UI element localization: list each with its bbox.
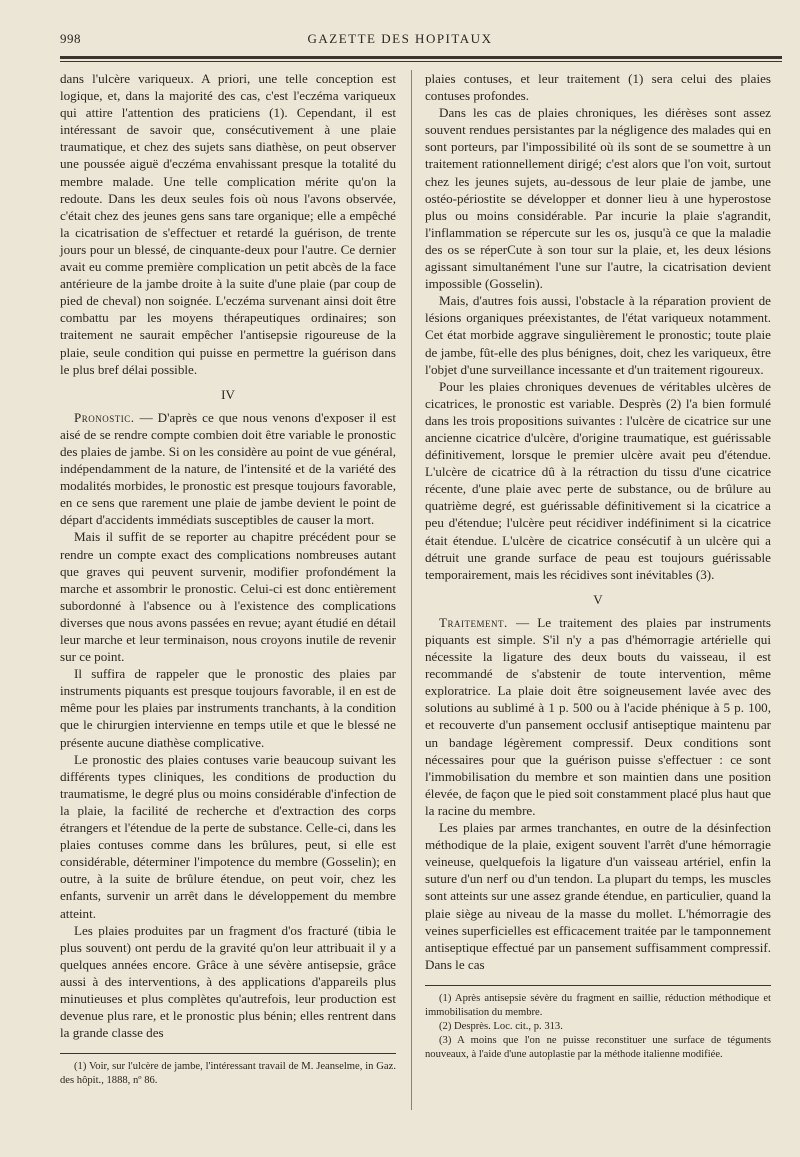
running-title: GAZETTE DES HOPITAUX <box>307 31 493 46</box>
paragraph-pronostic <box>60 409 396 529</box>
column-divider <box>411 70 412 1110</box>
header-rule <box>60 56 782 59</box>
header-rule-thin <box>60 61 782 62</box>
paragraph: plaies contuses, et leur traitement (1) sera celui des plaies contuses profondes. <box>425 71 771 104</box>
right-column <box>425 70 771 1062</box>
footnote: (1) Après antisepsie sévère du fragment en saillie, réduction méthodique et immobilisation du membre. <box>425 992 771 1018</box>
page-number: 998 <box>60 31 81 46</box>
run-in-heading: Pronostic. <box>74 409 135 425</box>
paragraph: Le pronostic des plaies contuses varie beaucoup suivant les différents types cliniques, les conditions de production du traumatisme, le degré plus ou moins considérable d'infection de la plaie, la facilité de recherche et d'extraction des corps étrangers et l'étendue de la perte de substance. Celle-ci, dans les plaies contuses comme dans les brûlures, peut, si elle est considérable, déterminer l'impotence du membre (Gosselin); en outre, à la suite de brûlure étendue, on peut voir, chez les enfants, survenir un arrêt dans le développement du membre atteint. <box>60 751 396 921</box>
paragraph: Pour les plaies chroniques devenues de véritables ulcères de cicatrices, le pronostic est variable. Desprès (2) l'a bien formulé dans les trois propositions suivantes : l'ulcère de cicatrice sur une ancienne cicatrice d'ulcère, d'origine traumatique, est guérissable définitivement, lorsque le premier ulcère avait peu d'étendue. L'ulcère de cicatrice dû à la rétraction du tissu d'une cicatrice récente, d'une plaie avec perte de substance, ou de brûlure au quatrième degré, est guérissable définitivement si la cicatrice a peu d'étendue; l'ulcère peut récidiver indéfiniment si la cicatrice était étendue. L'ulcère de cicatrice consécutif à un ulcère qui a détruit une grande surface de peau est toujours guérissable temporairement, mais les récidives sont inévitables (3). <box>425 378 771 582</box>
paragraph: Mais il suffit de se reporter au chapitre précédent pour se rendre un compte exact des complications nombreuses autant que graves qui peuvent survenir, modifier profondément la marche et assombrir le pronostic. Celui-ci est donc entièrement subordonné à l'absence ou à l'existence des complications diverses que nous avons passées en revue; ayant étudié en détail leur marche et leur terminaison, nous croyons inutile de revenir sur ce point. <box>60 529 396 665</box>
paragraph: Il suffira de rappeler que le pronostic des plaies par instruments piquants est presque toujours favorable, il en est de même pour les plaies par instruments tranchants, à la condition que le chirurgien intervienne en temps utile et que le blessé ne présente aucune diathèse complicative. <box>60 666 396 750</box>
paragraph-text: — Le traitement des plaies par instruments piquants est simple. S'il n'y a pas d'hémorragie artérielle qui nécessite la ligature des deux bouts du vaisseau, il est recommandé de s'abstenir de toute intervention, même exploratrice. La plaie doit être soigneusement lavée avec des solutions au sublimé à 1 p. 500 ou à l'acide phénique à 5 p. 100, et recouverte d'un pansement occlusif antiseptique maintenu par un bandage légèrement compressif. Deux conditions sont nécessaires pour que la guérison puisse s'effectuer : ce sont l'immobilisation du membre et son maintien dans une position élevée, de façon que le pied soit constamment placé plus haut que la racine du membre. <box>425 614 771 818</box>
paragraph: Les plaies par armes tranchantes, en outre de la désinfection méthodique de la plaie, exigent souvent l'arrêt d'une hémorragie veineuse, quelquefois la ligature d'un vaisseau artériel, enfin la suture d'un nerf ou d'un tendon. La plupart du temps, les muscles sont atteints sur une assez grande étendue, en particulier, quand la plaie siège au niveau de la masse du mollet. L'hémorragie des veines superficielles est efficacement traitée par le tamponnement antiseptique effectué par un pansement suffisamment compressif. Dans le cas <box>425 820 771 972</box>
paragraph: Mais, d'autres fois aussi, l'obstacle à la réparation provient de lésions organiques préexistantes, de l'état variqueux notamment. Cet état morbide aggrave singulièrement le pronostic; toute plaie de jambe, fût-elle des plus bénignes, doit, chez les variqueux, être l'objet d'une surveillance incessante et d'un traitement rigoureux. <box>425 293 771 377</box>
footnote: (3) A moins que l'on ne puisse reconstituer une surface de téguments nouveaux, à l'aide d'une autoplastie par la méthode italienne modifiée. <box>425 1034 771 1060</box>
left-column <box>60 70 396 1088</box>
footnote: (1) Voir, sur l'ulcère de jambe, l'intéressant travail de M. Jeanselme, in Gaz. des hôpit., 1888, nº 86. <box>60 1061 396 1087</box>
paragraph-traitement <box>425 614 771 819</box>
run-in-heading: Traitement. <box>439 614 508 630</box>
footnote-rule <box>425 985 771 986</box>
footnote: (2) Desprès. Loc. cit., p. 313. <box>439 1020 563 1032</box>
footnote-rule <box>60 1053 396 1054</box>
section-heading-iv: IV <box>221 386 235 402</box>
paragraph-text: — D'après ce que nous venons d'exposer il est aisé de se rendre compte combien doit être variable le pronostic des plaies de jambe. Si on les considère au point de vue général, indépendamment de la nature, de l'intensité et de la variété des modalités morbides, le pronostic est presque toujours favorable, en ce sens que rarement une plaie de jambe devient le point de départ d'accidents immédiats susceptibles de causer la mort. <box>60 409 396 528</box>
paragraph: Dans les cas de plaies chroniques, les diérèses sont assez souvent rendues persistantes par la négligence des malades qui en sont porteurs, par l'impossibilité où ils sont de se soumettre à un traitement rationnellement dirigé; c'est alors que l'on voit, surtout chez les jeunes sujets, au-dessous de leur plaie de jambe, une ostéo-périostite se développer et donner lieu à une hyperostose plus ou moins considérable. Par incurie la plaie s'agrandit, l'inflammation se répercute sur les os, jusqu'à ce que la maladie des os se réperCute à son tour sur la plaie, et, les deux lésions agissant simultanément l'une sur l'autre, la cicatrisation devient impossible (Gosselin). <box>425 105 771 292</box>
paragraph: dans l'ulcère variqueux. A priori, une telle conception est logique, et, dans la majorité des cas, c'est l'eczéma variqueux qui attire l'attention des praticiens (1). Cependant, il est intéressant de savoir que, consécutivement à une plaie traumatique, et chez des sujets sans diathèse, on peut observer une poussée aiguë d'eczéma envahissant presque la totalité du membre malade. Une telle complication mérite qu'on la redoute. Dans les deux seules fois où nous l'avons observée, c'était chez des jeunes gens sans tare organique; elle a empêché la cicatrisation de s'effectuer et retardé la guérison, de trente jours pour un blessé, de cinquante-deux pour l'autre. Ce dernier avait eu comme première complication un petit abcès de la face antérieure de la jambe droite à la suite d'une plaie (par coup de pied de cheval) non soignée. L'eczéma survenant ainsi doit être combattu par les moyens thérapeutiques ordinaires; son traitement ne saurait empêcher l'antisepsie rigoureuse de la plaie, seule condition qui puisse en permettre la guérison dans le plus bref délai possible. <box>60 71 396 377</box>
paragraph: Les plaies produites par un fragment d'os fracturé (tibia le plus souvent) ont perdu de la gravité qu'on leur attribuait il y a quelques années encore. Grâce à une sévère antisepsie, grâce aussi à des interventions, à des applications d'appareils plus minutieuses et plus complètes qu'autrefois, leur production est devenue plus rare, et le pronostic plus bénin; elles rentrent dans la grande classe des <box>60 922 396 1041</box>
section-heading-v: V <box>593 591 603 607</box>
